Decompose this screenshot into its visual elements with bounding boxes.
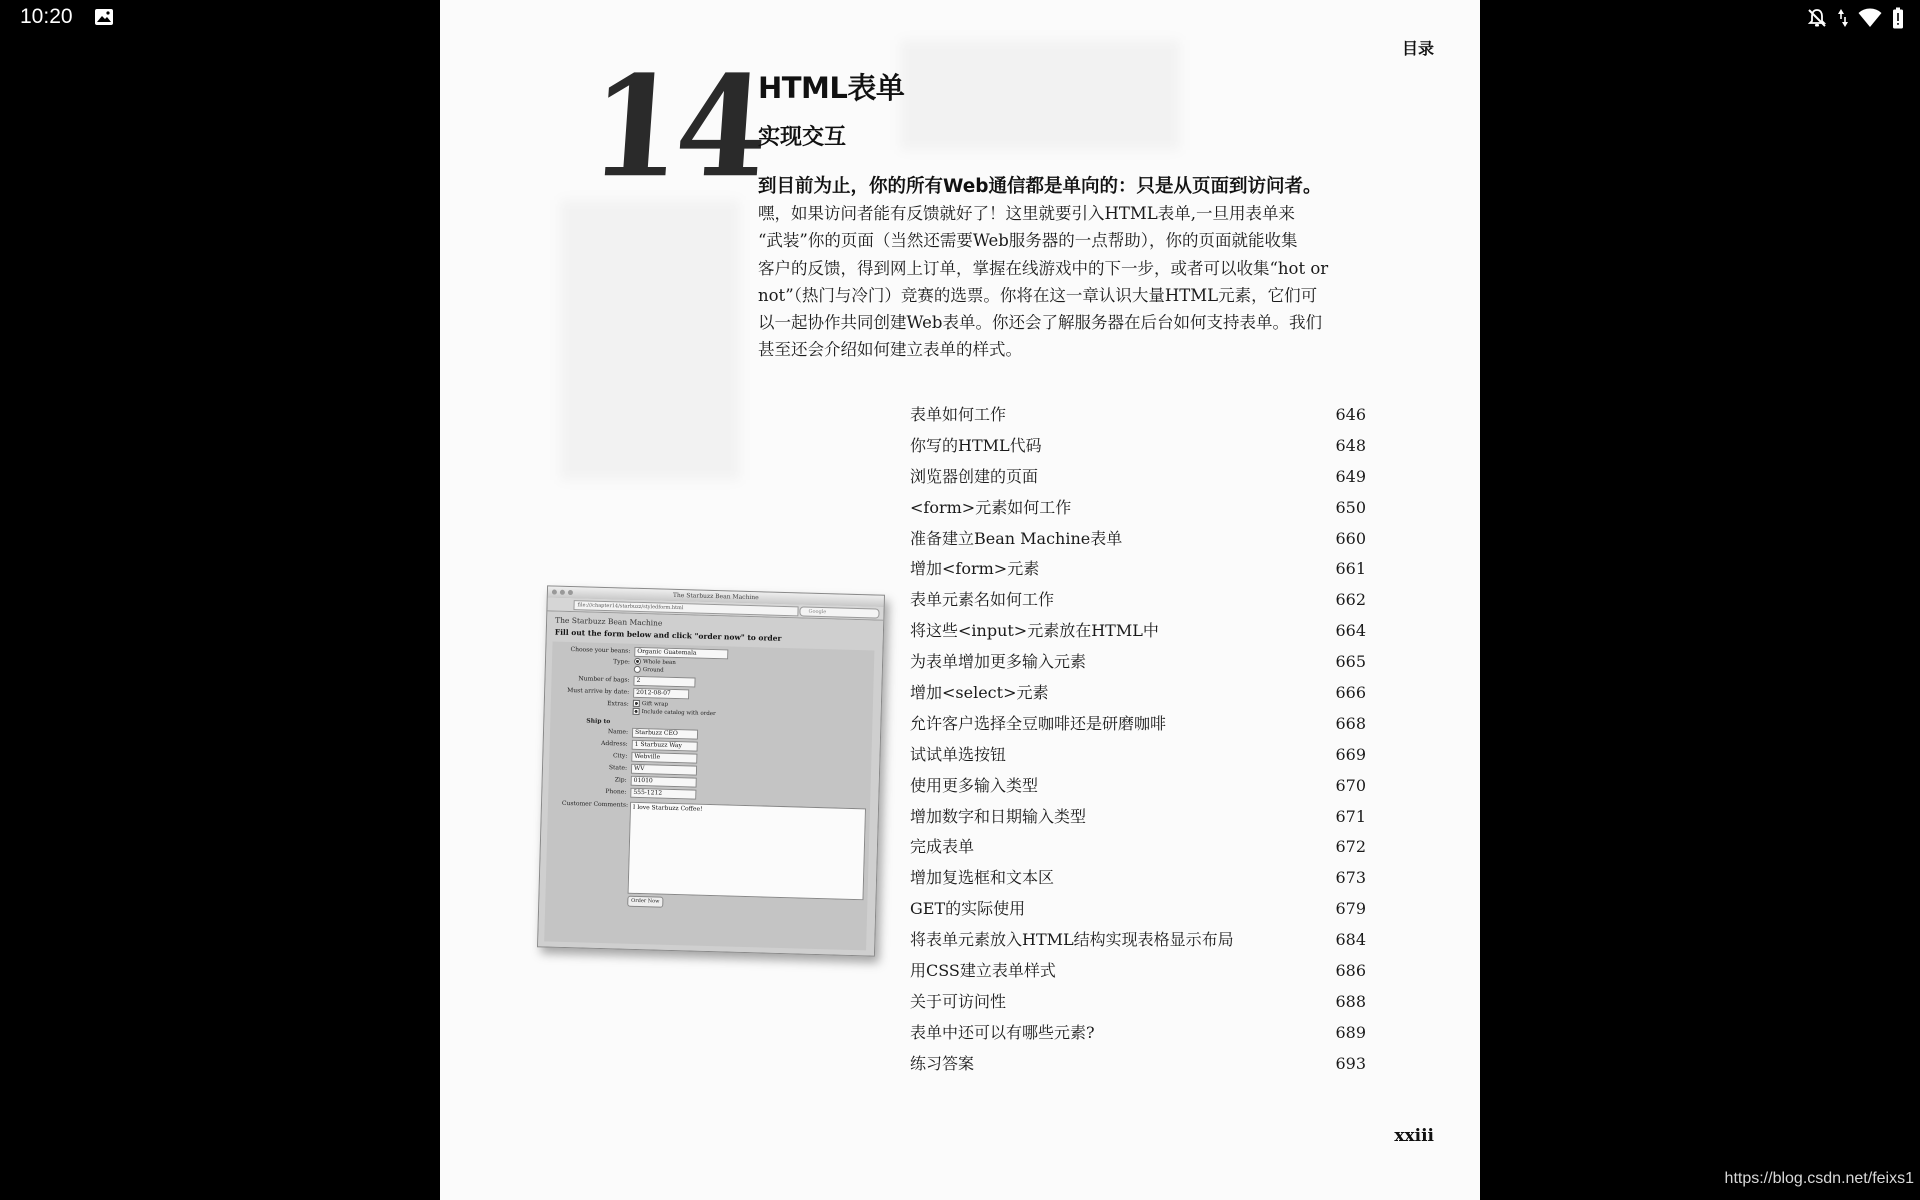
bleed-through-shadow [900, 40, 1180, 150]
toc-entry-title: 增加<select>元素 [910, 683, 1049, 703]
form-textarea: I love Starbuzz Coffee! [628, 802, 866, 901]
toc-entry[interactable] [910, 680, 1450, 711]
toc-entry-page: 648 [1335, 435, 1366, 455]
toc-entry-page: 672 [1335, 837, 1366, 857]
radio-mark [634, 658, 641, 665]
battery-alert-icon [1892, 7, 1904, 29]
toc-entry[interactable] [910, 556, 1450, 587]
form-label: Zip: [614, 776, 627, 784]
illustration-window-title: The Starbuzz Bean Machine [672, 591, 759, 602]
window-buttons [552, 589, 573, 595]
toc-entry[interactable] [910, 742, 1450, 773]
form-checkbox [633, 708, 716, 717]
illustration-instructions: Fill out the form below and click "order now" to order [554, 627, 782, 643]
form-label: City: [612, 752, 628, 760]
toc-entry-page: 693 [1335, 1053, 1366, 1073]
toc-entry-page: 684 [1335, 930, 1366, 950]
image-notification-icon [94, 8, 114, 26]
toc-entry[interactable] [910, 402, 1450, 433]
form-label: State: [608, 764, 628, 772]
status-icons [1806, 6, 1904, 30]
toc-entry-page: 665 [1335, 652, 1366, 672]
toc-entry-title: 练习答案 [910, 1053, 975, 1073]
toc-entry-title: GET的实际使用 [910, 899, 1026, 919]
form-label: Name: [607, 728, 629, 736]
toc-entry[interactable] [910, 711, 1450, 742]
toc-entry[interactable] [910, 927, 1450, 958]
form-date: 2012-08-07 [633, 688, 689, 700]
form-text: WV [631, 764, 697, 776]
checkbox-mark [633, 700, 640, 707]
toc-entry[interactable] [910, 649, 1450, 680]
illustration-form [544, 642, 874, 951]
chapter-subtitle: 实现交互 [758, 125, 847, 150]
toc-entry-title: 准备建立Bean Machine表单 [910, 528, 1123, 548]
form-select: Organic Guatemala [634, 647, 728, 660]
checkbox-mark [633, 708, 640, 715]
form-radio [634, 658, 676, 666]
toc-entry-title: 你写的HTML代码 [910, 435, 1042, 455]
toc-entry[interactable] [910, 989, 1450, 1020]
toc-entry-page: 650 [1335, 497, 1366, 517]
toc-entry-page: 662 [1335, 590, 1366, 610]
toc-entry[interactable] [910, 526, 1450, 557]
toc-entry-page: 673 [1335, 868, 1366, 888]
book-page [440, 0, 1480, 1200]
form-tel: 555-1212 [630, 788, 696, 800]
bleed-through-shadow [560, 200, 740, 480]
form-label: Must arrive by date: [567, 686, 630, 696]
intro-line: not”（热门与冷门）竞赛的选票。你将在这一章认识大量HTML元素，它们可 [758, 285, 1318, 305]
toc-entry[interactable] [910, 834, 1450, 865]
toc-entry-page: 686 [1335, 961, 1366, 981]
toc-entry-title: 增加<form>元素 [910, 559, 1040, 579]
toc-entry-page: 688 [1335, 991, 1366, 1011]
form-number: 2 [633, 676, 695, 688]
form-text: Webville [631, 752, 697, 764]
toc-entry-page: 689 [1335, 1022, 1366, 1042]
toc-entry-page: 661 [1335, 559, 1366, 579]
chapter-number: 14 [584, 46, 768, 209]
toc-entry[interactable] [910, 958, 1450, 989]
toc-entry-title: 为表单增加更多输入元素 [910, 652, 1087, 672]
intro-line: 以一起协作共同创建Web表单。你还会了解服务器在后台如何支持表单。我们 [758, 313, 1322, 333]
toc-entry-page: 671 [1335, 806, 1366, 826]
notifications-off-icon [1806, 7, 1828, 29]
toc-entry[interactable] [910, 804, 1450, 835]
form-screenshot-illustration [537, 585, 885, 956]
intro-lead: 到目前为止，你的所有Web通信都是单向的：只是从页面到访问者。 [758, 176, 1322, 197]
toc-entry[interactable] [910, 896, 1450, 927]
toc-entry-page: 664 [1335, 621, 1366, 641]
toc-entry-title: 完成表单 [910, 837, 975, 857]
form-label: Extras: [607, 700, 629, 708]
toc-entry[interactable] [910, 1051, 1450, 1082]
toc-entry-page: 646 [1335, 405, 1366, 424]
illustration-heading: The Starbuzz Bean Machine [555, 615, 663, 628]
intro-line: 甚至还会介绍如何建立表单的样式。 [758, 340, 1022, 360]
form-checkbox [633, 700, 668, 708]
illustration-address-bar: file:///chapter14/starbuzz/styledform.html [573, 600, 798, 616]
form-section-label: Ship to [586, 717, 611, 726]
toc-entry-title: 将这些<input>元素放在HTML中 [910, 621, 1159, 641]
intro-paragraph [758, 200, 1420, 364]
toc-entry[interactable] [910, 618, 1450, 649]
toc-entry-title: 增加复选框和文本区 [910, 868, 1055, 888]
toc-entry-page: 669 [1335, 744, 1366, 764]
toc-entry-title: 使用更多输入类型 [910, 775, 1039, 795]
toc-entry[interactable] [910, 773, 1450, 804]
running-header: 目录 [1401, 39, 1434, 58]
window-dot [560, 590, 565, 595]
toc-entry-title: 增加数字和日期输入类型 [910, 806, 1087, 826]
toc-entry[interactable] [910, 464, 1450, 495]
toc-entry-title: 表单如何工作 [910, 405, 1007, 424]
toc-entry[interactable] [910, 433, 1450, 464]
form-checkbox-label: Gift wrap [641, 701, 669, 708]
form-text: 01010 [631, 776, 697, 788]
toc-entry-title: 表单元素名如何工作 [910, 590, 1055, 610]
toc-entry-title: <form>元素如何工作 [910, 497, 1072, 517]
form-label: Address: [601, 739, 628, 748]
window-dot [568, 590, 573, 595]
status-time: 10:20 [20, 5, 73, 28]
toc-entry[interactable] [910, 1020, 1450, 1051]
toc-entry[interactable] [910, 865, 1450, 896]
toc-entry[interactable] [910, 495, 1450, 526]
toc-entry-page: 670 [1335, 775, 1366, 795]
toc-entry-title: 浏览器创建的页面 [910, 466, 1039, 486]
form-text: Starbuzz CEO [632, 728, 698, 740]
toc-entry-page: 649 [1335, 466, 1366, 486]
illustration-content [538, 611, 883, 955]
data-arrows-icon [1838, 7, 1848, 29]
form-label: Number of bags: [578, 675, 630, 684]
form-radio [634, 666, 664, 674]
wifi-icon [1858, 8, 1882, 28]
form-label: Type: [613, 658, 631, 666]
chapter-title: HTML表单 [758, 71, 905, 105]
illustration-search-box: Google [799, 606, 879, 618]
watermark: https://blog.csdn.net/feixs1 [1724, 1170, 1914, 1187]
toc-entry[interactable] [910, 587, 1450, 618]
toc-entry-page: 668 [1335, 713, 1366, 733]
toc-entry-title: 允许客户选择全豆咖啡还是研磨咖啡 [910, 713, 1167, 733]
intro-line: “武装”你的页面（当然还需要Web服务器的一点帮助），你的页面就能收集 [758, 231, 1298, 251]
toc-entry-title: 试试单选按钮 [910, 744, 1007, 764]
form-radio-label: Whole bean [642, 659, 676, 666]
toc-entry-title: 关于可访问性 [910, 991, 1007, 1011]
radio-mark [634, 666, 641, 673]
intro-line: 嘿，如果访问者能有反馈就好了！这里就要引入HTML表单,一旦用表单来 [758, 204, 1295, 223]
toc-entry-page: 660 [1335, 528, 1366, 548]
intro-line: 客户的反馈，得到网上订单，掌握在线游戏中的下一步，或者可以收集“hot or [758, 258, 1329, 278]
toc-entry-title: 将表单元素放入HTML结构实现表格显示布局 [910, 930, 1234, 950]
toc-list [910, 402, 1450, 1082]
toc-entry-page: 666 [1335, 683, 1366, 703]
window-dot [552, 589, 557, 594]
form-label: Choose your beans: [570, 646, 631, 655]
form-label: Customer Comments: [561, 799, 629, 809]
form-radio-label: Ground [642, 667, 664, 674]
form-submit-button: Order Now [627, 896, 663, 908]
toc-entry-title: 表单中还可以有哪些元素? [910, 1022, 1095, 1042]
form-label: Phone: [605, 788, 627, 796]
toc-entry-title: 用CSS建立表单样式 [910, 961, 1056, 981]
form-checkbox-label: Include catalog with order [641, 709, 716, 718]
toc-entry-page: 679 [1335, 899, 1366, 919]
page-number: xxiii [1394, 1126, 1434, 1146]
form-text: 1 Starbuzz Way [632, 740, 698, 752]
